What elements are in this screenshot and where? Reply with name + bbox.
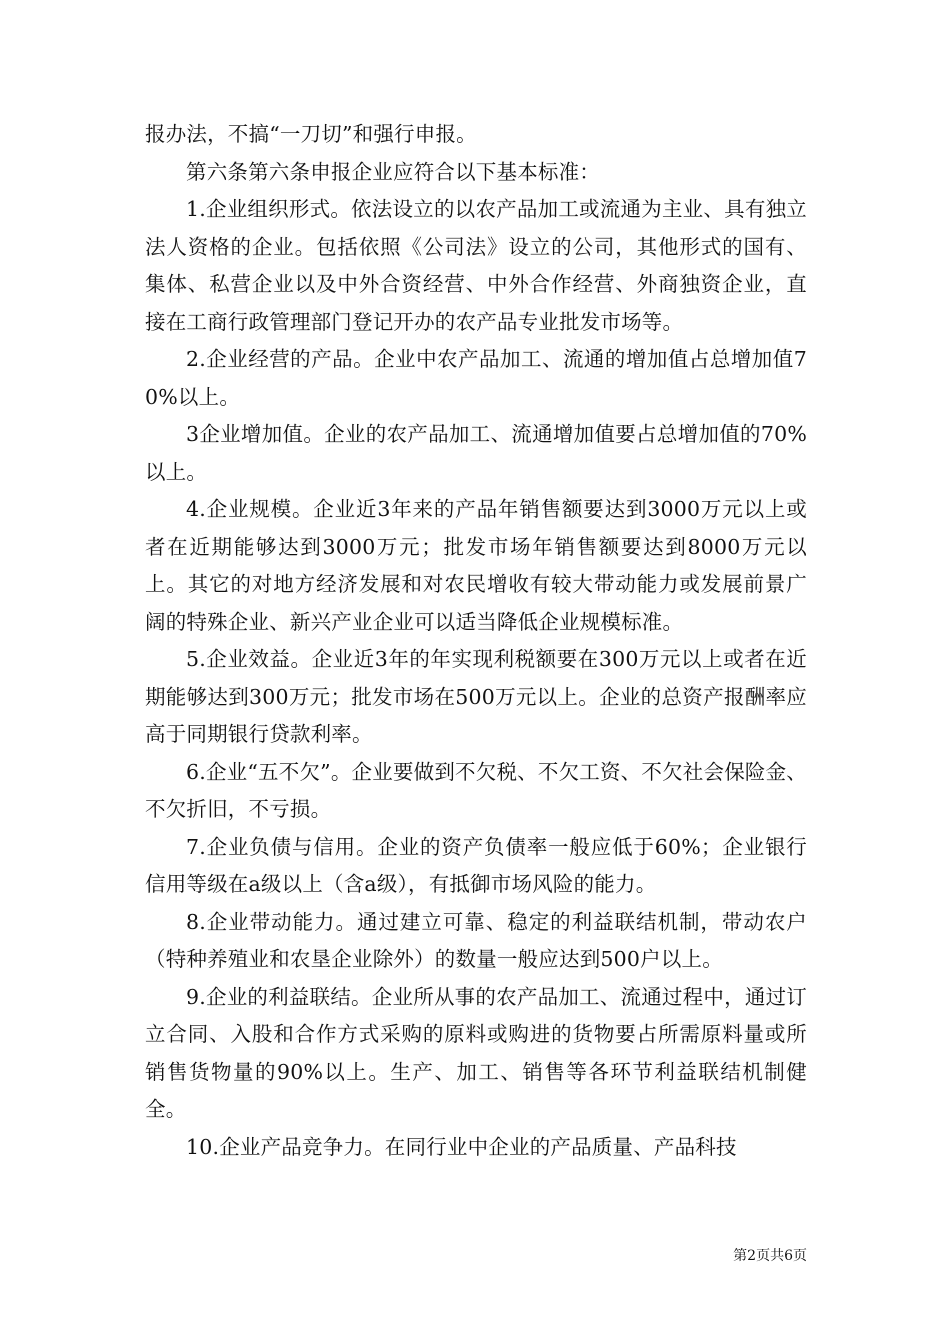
paragraph-item-2: 2.企业经营的产品。企业中农产品加工、流通的增加值占总增加值70%以上。	[145, 347, 807, 409]
page-number: 第2页共6页	[733, 1248, 807, 1264]
paragraph-item-3: 3企业增加值。企业的农产品加工、流通增加值要占总增加值的70%以上。	[145, 422, 807, 484]
paragraph-item-9: 9.企业的利益联结。企业所从事的农产品加工、流通过程中，通过订立合同、入股和合作方式采购的原料或购进的货物要占所需原料量或所销售货物量的90%以上。生产、加工、销售等各环节利益联结机制健全。	[145, 984, 807, 1121]
paragraph-item-10: 10.企业产品竞争力。在同行业中企业的产品质量、产品科技	[186, 1134, 737, 1159]
paragraph-continuation: 报办法，不搞“一刀切”和强行申报。	[145, 122, 477, 146]
paragraph-item-8: 8.企业带动能力。通过建立可靠、稳定的利益联结机制，带动农户（特种养殖业和农垦企业除外）的数量一般应达到500户以上。	[145, 909, 807, 971]
paragraph-item-1: 1.企业组织形式。依法设立的以农产品加工或流通为主业、具有独立法人资格的企业。包括依照《公司法》设立的公司，其他形式的国有、集体、私营企业以及中外合资经营、中外合作经营、外商独资企业，直接在工商行政管理部门登记开办的农产品专业批发市场等。	[145, 197, 807, 334]
document-body	[145, 116, 807, 1166]
paragraph-item-7: 7.企业负债与信用。企业的资产负债率一般应低于60%；企业银行信用等级在a级以上（含a级），有抵御市场风险的能力。	[145, 834, 807, 896]
paragraph-item-6: 6.企业“五不欠”。企业要做到不欠税、不欠工资、不欠社会保险金、不欠折旧，不亏损。	[145, 759, 807, 821]
paragraph-article-six: 第六条第六条申报企业应符合以下基本标准：	[186, 159, 600, 184]
paragraph-item-5: 5.企业效益。企业近3年的年实现利税额要在300万元以上或者在近期能够达到300万元；批发市场在500万元以上。企业的总资产报酬率应高于同期银行贷款利率。	[145, 647, 807, 746]
paragraph-item-4: 4.企业规模。企业近3年来的产品年销售额要达到3000万元以上或者在近期能够达到3000万元；批发市场年销售额要达到8000万元以上。其它的对地方经济发展和对农民增收有较大带动能力或发展前景广阔的特殊企业、新兴产业企业可以适当降低企业规模标准。	[145, 497, 807, 634]
